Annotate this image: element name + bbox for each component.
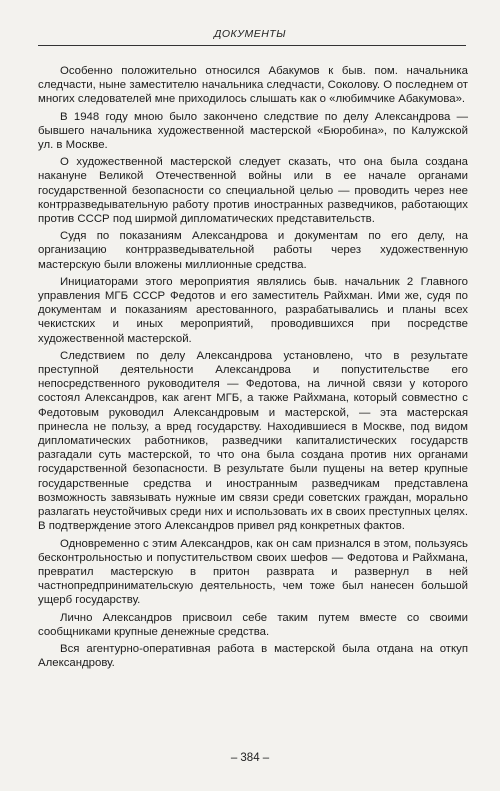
paragraph: Вся агентурно-оперативная работа в мастерской была отдана на откуп Александрову. bbox=[38, 642, 468, 670]
paragraph: Одновременно с этим Александров, как он сам признался в этом, пользуясь бесконтрольностью и попустительством своих шефов — Федотова и Райхмана, превратил мастерскую в притон разврата и развернул в ней частнопредпринимательскую деятельность, чем тоже был нанесен большой ущерб государству. bbox=[38, 537, 468, 607]
running-header: ДОКУМЕНТЫ bbox=[213, 28, 286, 40]
paragraph: Инициаторами этого мероприятия являлись быв. начальник 2 Главного управления МГБ СССР Федотов и его заместитель Райхман. Ими же, судя по документам и показаниям арестованного, разрабатывались и планы всех чекистских и иных мероприятий, проводившихся при посредстве художественной мастерской. bbox=[38, 275, 468, 345]
header-rule bbox=[38, 45, 466, 46]
paragraph: Следствием по делу Александрова установлено, что в результате преступной деятельности Александрова и попустительстве его непосредственного руководителя — Федотова, на личной связи у которого состоял Александров, как агент МГБ, а также Райхмана, который совместно с Федотовым руководил Александровым и мастерской, — эта мастерская принесла не пользу, а вред государству. Находившиеся в Москве, под видом дипломатических работников, разведчики капиталистических государств разгадали суть мастерской, то что она была создана против них органами государственной безопасности. В результате были пущены на ветер крупные государственные средства и иностранным разведчикам представлена возможность завязывать нужные им связи среди советских граждан, морально разлагать неустойчивых среди них и использовать их в своих преступных целях. В подтверждение этого Александров привел ряд конкретных фактов. bbox=[38, 349, 468, 533]
page-number: – 384 – bbox=[230, 752, 270, 764]
paragraph: Судя по показаниям Александрова и документам по его делу, на организацию контрразведывательной работы через художественную мастерскую были вложены миллионные средства. bbox=[38, 230, 468, 271]
paragraph: Особенно положительно относился Абакумов к быв. пом. начальника следчасти, ныне заместителю начальника следчасти, Соколову. О последнем от многих следователей мне приходилось слышать как о «любимчике Абакумова». bbox=[38, 65, 468, 106]
paragraph: О художественной мастерской следует сказать, что она была создана накануне Великой Отечественной войны или в ее начале органами государственной безопасности со специальной целью — проводить через нее контрразведывательную работу против иностранных разведчиков, работающих против СССР под ширмой дипломатических представительств. bbox=[38, 156, 468, 226]
paragraph: Лично Александров присвоил себе таким путем вместе со своими сообщниками крупные денежные средства. bbox=[38, 611, 468, 638]
paragraph: В 1948 году мною было закончено следствие по делу Александрова — бывшего начальника художественной мастерской «Бюробина», по Калужской ул. в Москве. bbox=[38, 110, 468, 152]
body-text bbox=[38, 64, 468, 673]
